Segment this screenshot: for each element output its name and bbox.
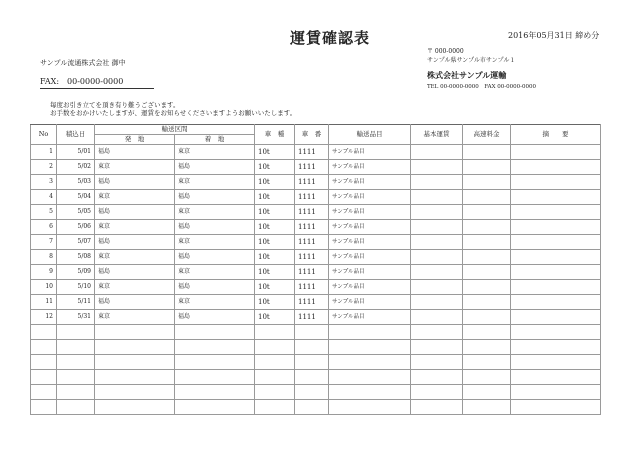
cell-no: 5 — [31, 205, 57, 220]
table-row — [31, 295, 601, 310]
cell-date: 5/01 — [57, 145, 95, 160]
header-remarks: 摘 要 — [511, 125, 601, 145]
cell-empty — [255, 340, 295, 355]
cell-vehicle: 10t — [255, 265, 295, 280]
cell-goods: サンプル品目 — [329, 295, 411, 310]
cell-empty — [411, 205, 463, 220]
cell-empty — [411, 145, 463, 160]
cell-date: 5/04 — [57, 190, 95, 205]
cell-empty — [463, 295, 511, 310]
header-goods: 輸送品目 — [329, 125, 411, 145]
cell-no: 10 — [31, 280, 57, 295]
cell-no: 12 — [31, 310, 57, 325]
cell-goods: サンプル品目 — [329, 280, 411, 295]
cell-origin: 東京 — [95, 280, 175, 295]
cell-vehicle: 10t — [255, 280, 295, 295]
cell-empty — [57, 370, 95, 385]
cell-empty — [411, 160, 463, 175]
cell-empty — [175, 340, 255, 355]
cell-empty — [57, 355, 95, 370]
cell-empty — [31, 340, 57, 355]
cell-goods: サンプル品目 — [329, 175, 411, 190]
cell-goods: サンプル品目 — [329, 145, 411, 160]
cell-car-no: 1111 — [295, 145, 329, 160]
cell-empty — [511, 235, 601, 250]
table-row — [31, 160, 601, 175]
cell-vehicle: 10t — [255, 310, 295, 325]
cell-empty — [95, 400, 175, 415]
cell-empty — [329, 385, 411, 400]
cell-dest: 東京 — [175, 235, 255, 250]
greeting-line-2: お手数をおかけいたしますが、運賃をお知らせくださいますようお願いいたします。 — [50, 109, 297, 117]
cell-vehicle: 10t — [255, 160, 295, 175]
cell-car-no: 1111 — [295, 310, 329, 325]
cell-empty — [411, 310, 463, 325]
cell-empty — [463, 145, 511, 160]
cell-empty — [295, 400, 329, 415]
cell-origin: 東京 — [95, 250, 175, 265]
cell-empty — [411, 370, 463, 385]
cell-empty — [463, 175, 511, 190]
cell-empty — [329, 340, 411, 355]
cell-empty — [463, 235, 511, 250]
table-row-empty — [31, 355, 601, 370]
table-row — [31, 265, 601, 280]
cell-date: 5/06 — [57, 220, 95, 235]
cell-empty — [463, 220, 511, 235]
cell-dest: 東京 — [175, 265, 255, 280]
cell-empty — [463, 250, 511, 265]
cell-origin: 福島 — [95, 205, 175, 220]
cell-empty — [31, 355, 57, 370]
cell-empty — [463, 205, 511, 220]
cell-vehicle: 10t — [255, 295, 295, 310]
cell-empty — [411, 295, 463, 310]
table-row — [31, 280, 601, 295]
cell-empty — [411, 265, 463, 280]
cell-empty — [175, 385, 255, 400]
cell-goods: サンプル品目 — [329, 160, 411, 175]
cell-empty — [463, 160, 511, 175]
customer-name: サンプル流通株式会社 御中 — [40, 59, 126, 67]
cell-date: 5/03 — [57, 175, 95, 190]
sender-contact: TEL 00-0000-0000 FAX 00-0000-0000 — [427, 84, 536, 90]
cell-vehicle: 10t — [255, 190, 295, 205]
table-row — [31, 250, 601, 265]
cell-empty — [463, 325, 511, 340]
cell-origin: 福島 — [95, 145, 175, 160]
cell-empty — [463, 340, 511, 355]
cell-empty — [511, 280, 601, 295]
cell-empty — [175, 355, 255, 370]
cell-vehicle: 10t — [255, 145, 295, 160]
cell-empty — [95, 370, 175, 385]
cell-dest: 東京 — [175, 145, 255, 160]
cell-empty — [463, 400, 511, 415]
cell-date: 5/08 — [57, 250, 95, 265]
cell-empty — [511, 400, 601, 415]
table-row — [31, 190, 601, 205]
cell-empty — [411, 400, 463, 415]
header-vehicle: 車 種 — [255, 125, 295, 145]
cell-empty — [463, 355, 511, 370]
cell-empty — [95, 385, 175, 400]
header-toll: 高速料金 — [463, 125, 511, 145]
cell-empty — [295, 340, 329, 355]
cell-no: 6 — [31, 220, 57, 235]
cell-origin: 東京 — [95, 160, 175, 175]
table-row-empty — [31, 370, 601, 385]
cell-origin: 東京 — [95, 190, 175, 205]
cell-empty — [31, 325, 57, 340]
cell-dest: 福島 — [175, 220, 255, 235]
cell-empty — [511, 370, 601, 385]
cell-empty — [295, 325, 329, 340]
cell-car-no: 1111 — [295, 220, 329, 235]
cell-date: 5/10 — [57, 280, 95, 295]
cell-empty — [255, 325, 295, 340]
table-row-empty — [31, 325, 601, 340]
cell-empty — [295, 355, 329, 370]
header-date: 積込日 — [57, 125, 95, 145]
cell-goods: サンプル品目 — [329, 250, 411, 265]
cell-car-no: 1111 — [295, 205, 329, 220]
cell-goods: サンプル品目 — [329, 220, 411, 235]
cell-empty — [95, 340, 175, 355]
cell-dest: 東京 — [175, 295, 255, 310]
cell-empty — [511, 295, 601, 310]
cell-empty — [57, 325, 95, 340]
cell-empty — [411, 355, 463, 370]
cell-origin: 福島 — [95, 295, 175, 310]
table-row — [31, 145, 601, 160]
header-car-no: 車 番 — [295, 125, 329, 145]
cell-empty — [411, 340, 463, 355]
cell-empty — [411, 175, 463, 190]
cell-origin: 東京 — [95, 220, 175, 235]
closing-date: 2016年05月31日 締め分 — [508, 31, 600, 40]
cell-dest: 東京 — [175, 205, 255, 220]
cell-empty — [511, 220, 601, 235]
cell-vehicle: 10t — [255, 205, 295, 220]
cell-dest: 東京 — [175, 175, 255, 190]
cell-empty — [329, 370, 411, 385]
cell-empty — [295, 385, 329, 400]
cell-empty — [411, 385, 463, 400]
cell-empty — [175, 400, 255, 415]
freight-table-body — [31, 145, 601, 415]
cell-no: 1 — [31, 145, 57, 160]
cell-empty — [57, 385, 95, 400]
cell-empty — [511, 205, 601, 220]
cell-empty — [411, 280, 463, 295]
cell-empty — [511, 190, 601, 205]
table-row-empty — [31, 340, 601, 355]
header-no: No — [31, 125, 57, 145]
cell-date: 5/11 — [57, 295, 95, 310]
cell-no: 4 — [31, 190, 57, 205]
cell-empty — [295, 370, 329, 385]
cell-empty — [57, 340, 95, 355]
cell-empty — [31, 370, 57, 385]
cell-vehicle: 10t — [255, 250, 295, 265]
cell-empty — [411, 235, 463, 250]
cell-date: 5/05 — [57, 205, 95, 220]
table-row-empty — [31, 400, 601, 415]
cell-empty — [511, 145, 601, 160]
cell-no: 3 — [31, 175, 57, 190]
customer-fax: FAX: 00-0000-0000 — [40, 76, 154, 89]
cell-empty — [31, 400, 57, 415]
cell-goods: サンプル品目 — [329, 265, 411, 280]
cell-date: 5/07 — [57, 235, 95, 250]
cell-goods: サンプル品目 — [329, 205, 411, 220]
cell-empty — [463, 190, 511, 205]
cell-car-no: 1111 — [295, 190, 329, 205]
sender-postal-code: 〒 000-0000 — [427, 48, 464, 55]
cell-date: 5/02 — [57, 160, 95, 175]
cell-goods: サンプル品目 — [329, 310, 411, 325]
cell-empty — [255, 370, 295, 385]
cell-empty — [411, 190, 463, 205]
cell-empty — [463, 310, 511, 325]
cell-empty — [95, 355, 175, 370]
cell-car-no: 1111 — [295, 280, 329, 295]
cell-empty — [95, 325, 175, 340]
cell-vehicle: 10t — [255, 235, 295, 250]
sender-company: 株式会社サンプル運輸 — [427, 71, 507, 80]
cell-empty — [329, 325, 411, 340]
cell-empty — [31, 385, 57, 400]
cell-dest: 福島 — [175, 160, 255, 175]
cell-vehicle: 10t — [255, 220, 295, 235]
cell-empty — [463, 385, 511, 400]
cell-dest: 福島 — [175, 250, 255, 265]
cell-no: 7 — [31, 235, 57, 250]
cell-empty — [511, 355, 601, 370]
cell-empty — [511, 265, 601, 280]
header-dest: 着 地 — [175, 135, 255, 145]
cell-empty — [255, 355, 295, 370]
table-row — [31, 175, 601, 190]
table-row — [31, 205, 601, 220]
cell-dest: 福島 — [175, 280, 255, 295]
cell-dest: 福島 — [175, 310, 255, 325]
cell-empty — [463, 370, 511, 385]
cell-empty — [255, 385, 295, 400]
cell-empty — [411, 325, 463, 340]
cell-car-no: 1111 — [295, 265, 329, 280]
header-origin: 発 地 — [95, 135, 175, 145]
cell-car-no: 1111 — [295, 250, 329, 265]
cell-empty — [411, 250, 463, 265]
cell-empty — [255, 400, 295, 415]
cell-date: 5/31 — [57, 310, 95, 325]
cell-empty — [511, 340, 601, 355]
cell-empty — [57, 400, 95, 415]
cell-date: 5/09 — [57, 265, 95, 280]
cell-empty — [175, 370, 255, 385]
cell-empty — [511, 175, 601, 190]
header-route: 輸送区間 — [95, 125, 255, 135]
cell-goods: サンプル品目 — [329, 235, 411, 250]
cell-empty — [463, 265, 511, 280]
cell-origin: 福島 — [95, 175, 175, 190]
cell-empty — [463, 280, 511, 295]
table-row-empty — [31, 385, 601, 400]
freight-table — [30, 124, 601, 415]
sender-address: サンプル県サンプル市サンプル１ — [427, 57, 516, 64]
cell-empty — [329, 400, 411, 415]
cell-empty — [511, 385, 601, 400]
table-row — [31, 220, 601, 235]
cell-no: 8 — [31, 250, 57, 265]
cell-car-no: 1111 — [295, 295, 329, 310]
cell-empty — [511, 325, 601, 340]
table-row — [31, 310, 601, 325]
header-base-fare: 基本運賃 — [411, 125, 463, 145]
cell-dest: 福島 — [175, 190, 255, 205]
cell-car-no: 1111 — [295, 160, 329, 175]
cell-car-no: 1111 — [295, 235, 329, 250]
cell-no: 2 — [31, 160, 57, 175]
cell-empty — [511, 250, 601, 265]
cell-no: 9 — [31, 265, 57, 280]
cell-origin: 東京 — [95, 310, 175, 325]
cell-origin: 福島 — [95, 265, 175, 280]
cell-empty — [175, 325, 255, 340]
cell-vehicle: 10t — [255, 175, 295, 190]
cell-goods: サンプル品目 — [329, 190, 411, 205]
cell-empty — [329, 355, 411, 370]
cell-no: 11 — [31, 295, 57, 310]
cell-empty — [511, 310, 601, 325]
cell-origin: 福島 — [95, 235, 175, 250]
page-title: 運賃確認表 — [290, 29, 371, 47]
cell-empty — [411, 220, 463, 235]
cell-empty — [511, 160, 601, 175]
greeting-line-1: 毎度お引き立てを頂き有り難うございます。 — [50, 101, 180, 109]
table-row — [31, 235, 601, 250]
cell-car-no: 1111 — [295, 175, 329, 190]
